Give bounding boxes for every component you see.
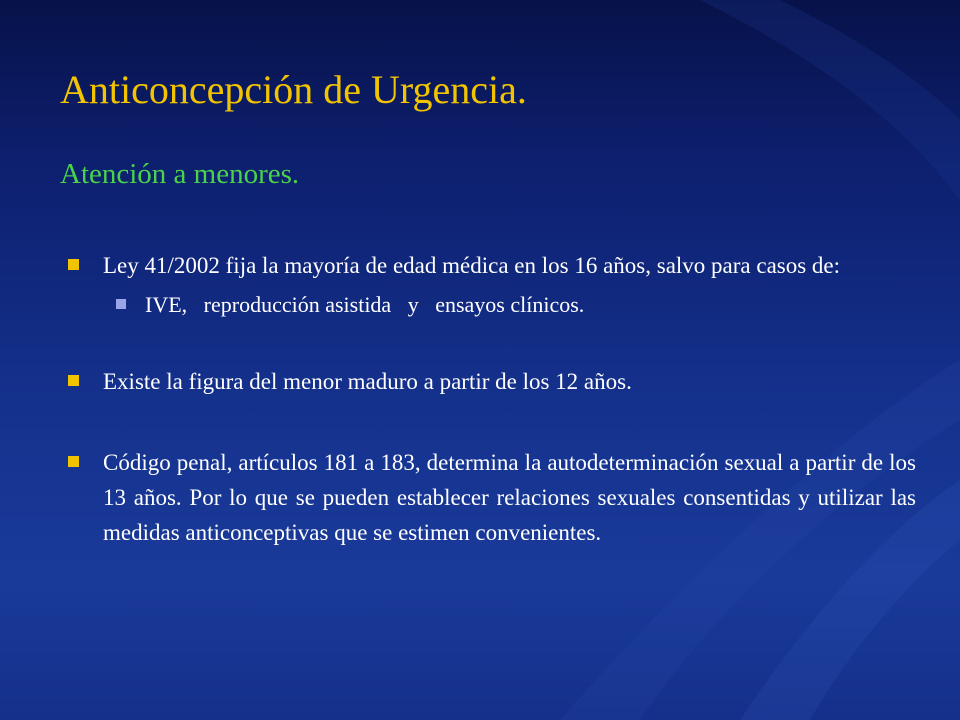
bullet-item bbox=[66, 364, 916, 399]
bullet-text: Ley 41/2002 fija la mayoría de edad médica en los 16 años, salvo para casos de: bbox=[103, 253, 841, 278]
sub-bullet-item bbox=[115, 287, 916, 322]
bullet-item bbox=[66, 248, 916, 283]
square-bullet-icon bbox=[68, 259, 79, 270]
square-bullet-icon bbox=[68, 375, 79, 386]
slide-subtitle: Atención a menores. bbox=[60, 158, 300, 190]
bullet-text: Existe la figura del menor maduro a partir de los 12 años. bbox=[103, 369, 632, 394]
bullet-list bbox=[66, 248, 916, 550]
slide-title: Anticoncepción de Urgencia. bbox=[60, 67, 527, 112]
square-bullet-icon bbox=[68, 456, 79, 467]
bullet-item bbox=[66, 445, 916, 550]
square-bullet-icon bbox=[116, 299, 126, 309]
sub-bullet-text: IVE, reproducción asistida y ensayos clínicos. bbox=[145, 292, 585, 317]
bullet-text: Código penal, artículos 181 a 183, determina la autodeterminación sexual a partir de los 13 años. Por lo que se pueden establecer relaciones sexuales consentidas y utilizar las medidas anticonceptivas que se estimen convenientes. bbox=[103, 450, 916, 545]
